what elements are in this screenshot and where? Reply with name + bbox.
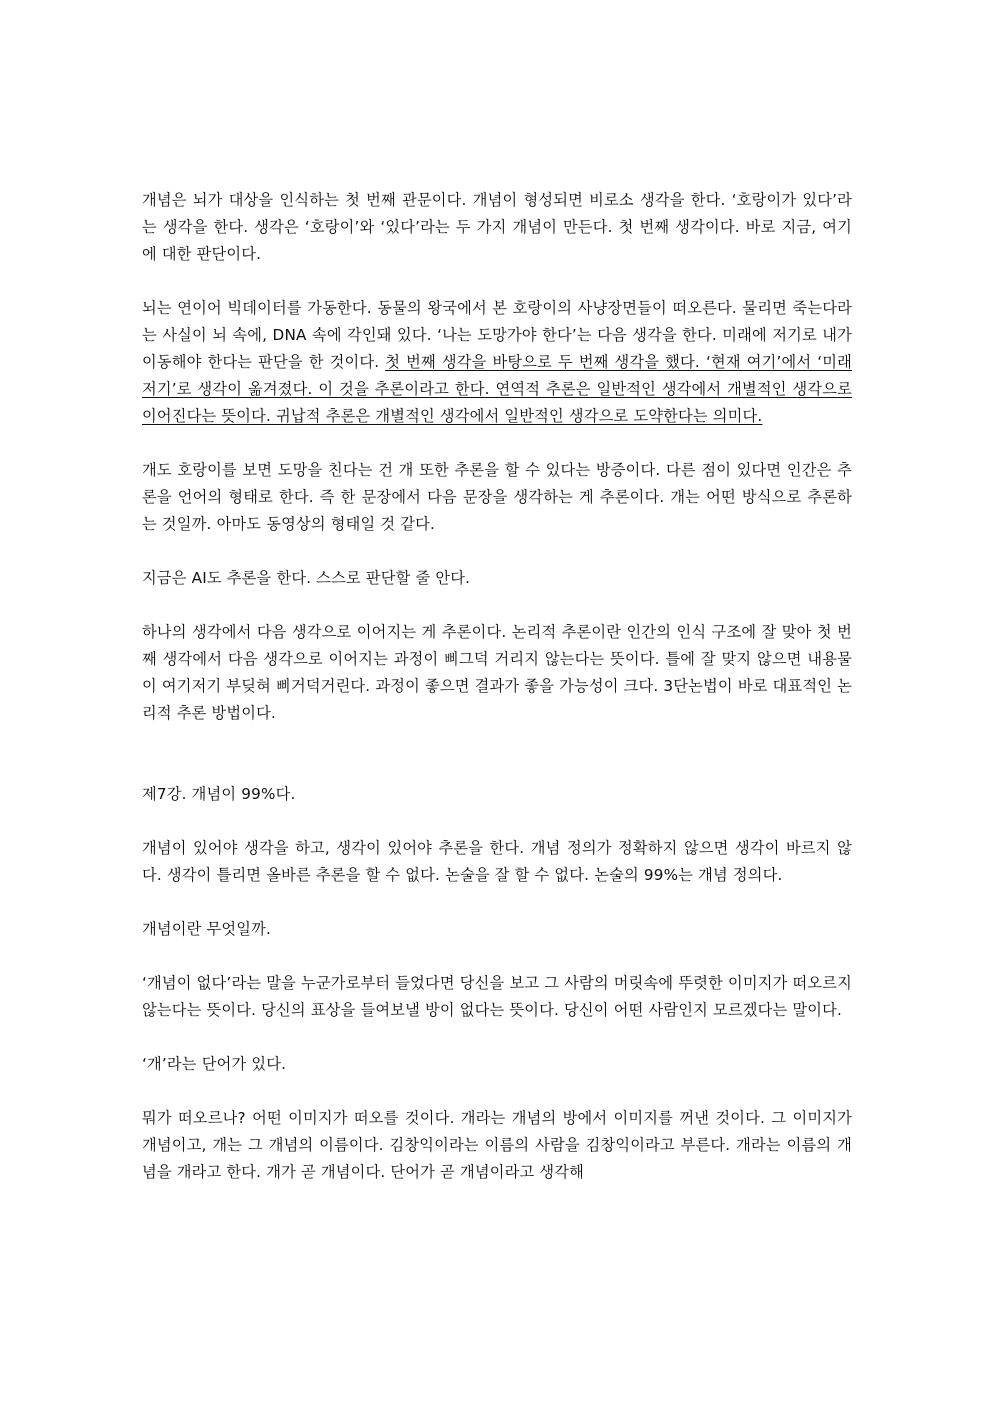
paragraph-gap <box>142 889 852 916</box>
paragraph-gap <box>142 268 852 295</box>
paragraph-gap <box>142 538 852 565</box>
document-body <box>142 187 852 1186</box>
paragraph-concept-99: 개념이 있어야 생각을 하고, 생각이 있어야 추론을 한다. 개념 정의가 정확하지 않으면 생각이 바르지 않다. 생각이 틀리면 올바른 추론을 할 수 없다. 논술을 잘 할 수 없다. 논술의 99%는 개념 정의다. <box>142 839 852 884</box>
paragraph-concept-intro: 개념은 뇌가 대상을 인식하는 첫 번째 관문이다. 개념이 형성되면 비로소 생각을 한다. ‘호랑이가 있다’라는 생각을 한다. 생각은 ‘호랑이’와 ‘있다’라는 두 가지 개념이 만든다. 첫 번째 생각이다. 바로 지금, 여기에 대한 판단이다. <box>142 191 852 263</box>
paragraph-big-data <box>142 295 852 430</box>
underlined-inference-text: 첫 번째 생각을 바탕으로 두 번째 생각을 했다. ‘현재 여기’에서 ‘미래 저기’로 생각이 옮겨졌다. 이 것을 추론이라고 한다. 연역적 추론은 일반적인 생각에서 개별적인 생각으로 이어진다는 뜻이다. 귀납적 추론은 개별적인 생각에서 일반적인 생각으로 도약한다는 의미다. <box>142 353 852 425</box>
paragraph-ai-inference: 지금은 AI도 추론을 한다. 스스로 판단할 줄 안다. <box>142 569 471 587</box>
section-gap <box>142 727 852 781</box>
paragraph-gap <box>142 592 852 619</box>
section-heading: 제7강. 개념이 99%다. <box>142 785 296 803</box>
paragraph-no-concept: ‘개념이 없다’라는 말을 누군가로부터 들었다면 당신을 보고 그 사람의 머릿속에 뚜렷한 이미지가 떠오르지 않는다는 뜻이다. 당신의 표상을 들여보낼 방이 없다는 뜻이다. 당신이 어떤 사람인지 모르겠다는 말이다. <box>142 974 852 1019</box>
paragraph-gap <box>142 1078 852 1105</box>
paragraph-logical-inference: 하나의 생각에서 다음 생각으로 이어지는 게 추론이다. 논리적 추론이란 인간의 인식 구조에 잘 맞아 첫 번째 생각에서 다음 생각으로 이어지는 과정이 삐그덕 거리지 않는다는 뜻이다. 틀에 잘 맞지 않으면 내용물이 여기저기 부딪혀 삐거덕거린다. 과정이 좋으면 결과가 좋을 가능성이 크다. 3단논법이 바로 대표적인 논리적 추론 방법이다. <box>142 623 852 722</box>
paragraph-gap <box>142 430 852 457</box>
paragraph-dog-word: ‘개’라는 단어가 있다. <box>142 1055 287 1073</box>
paragraph-gap <box>142 943 852 970</box>
paragraph-what-is-concept: 개념이란 무엇일까. <box>142 920 272 938</box>
paragraph-image-name: 뭐가 떠오르나? 어떤 이미지가 떠오를 것이다. 개라는 개념의 방에서 이미지를 꺼낸 것이다. 그 이미지가 개념이고, 개는 그 개념의 이름이다. 김창익이라는 이름의 사람을 김창익이라고 부른다. 개라는 이름의 개념을 개라고 한다. 개가 곧 개념이다. 단어가 곧 개념이라고 생각해 <box>142 1109 852 1181</box>
paragraph-gap <box>142 808 852 835</box>
paragraph-gap <box>142 1024 852 1051</box>
paragraph-dog-inference: 개도 호랑이를 보면 도망을 친다는 건 개 또한 추론을 할 수 있다는 방증이다. 다른 점이 있다면 인간은 추론을 언어의 형태로 한다. 즉 한 문장에서 다음 문장을 생각하는 게 추론이다. 개는 어떤 방식으로 추론하는 것일까. 아마도 동영상의 형태일 것 같다. <box>142 461 852 533</box>
paragraph-big-data-text: 뇌는 연이어 빅데이터를 가동한다. 동물의 왕국에서 본 호랑이의 사냥장면들이 떠오른다. 물리면 죽는다라는 사실이 뇌 속에, DNA 속에 각인돼 있다. ‘나는 도망가야 한다’는 다음 생각을 한다. 미래에 저기로 내가 이동해야 한다는 판단을 한 것이다. <box>142 299 852 371</box>
